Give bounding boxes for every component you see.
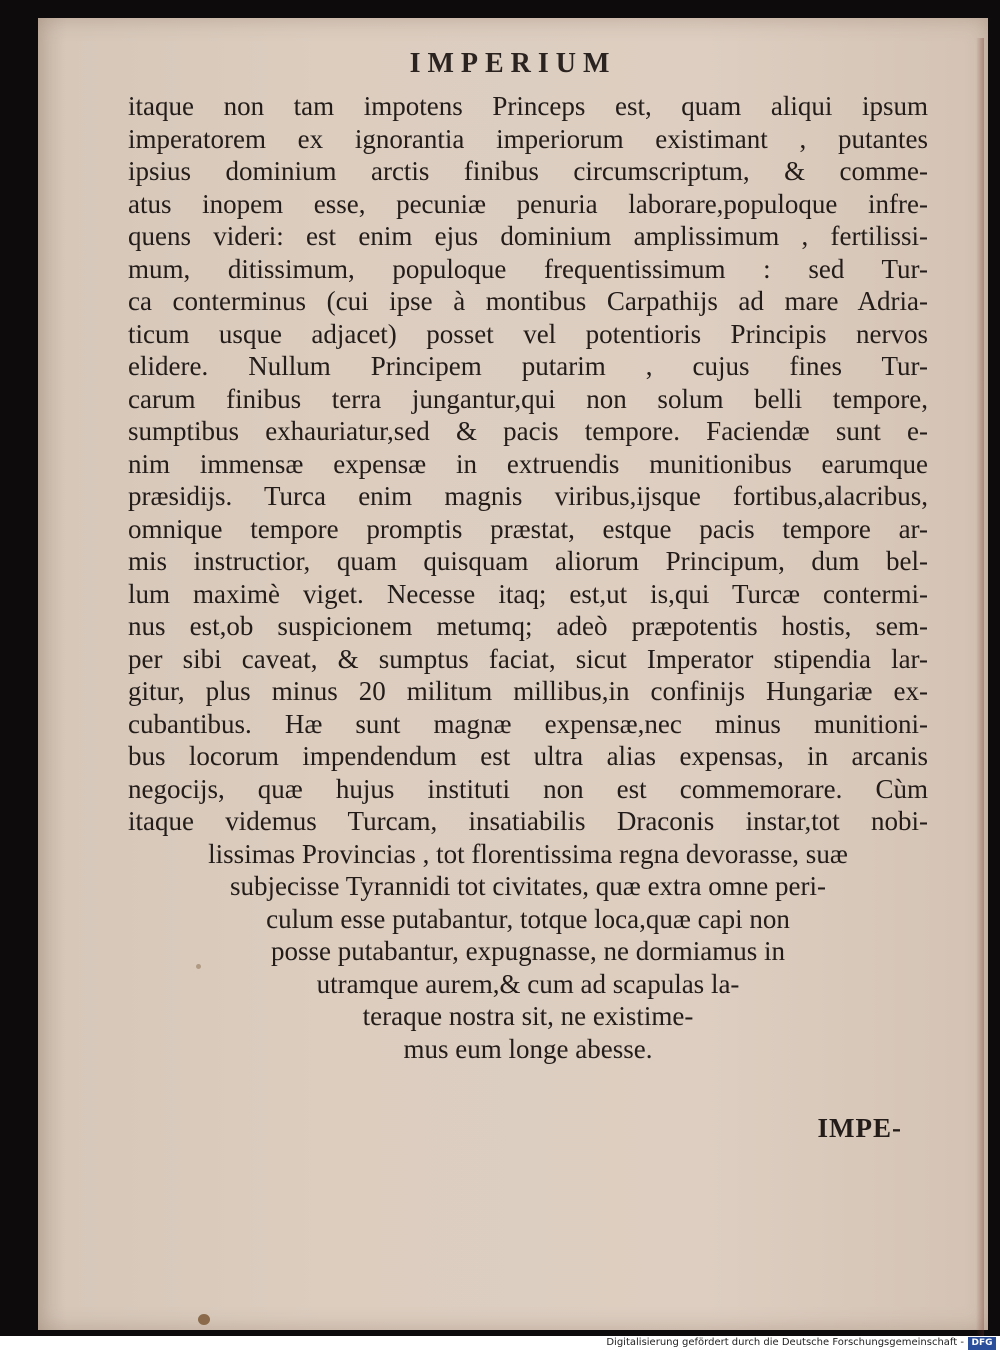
text-line: mus eum longe abesse. — [403, 1033, 653, 1064]
text-line: teraque nostra sit, ne existime- — [362, 1001, 694, 1031]
body-text — [128, 90, 928, 1065]
book-page — [38, 18, 988, 1330]
text-line: gitur, plus minus 20 militum millibus,in confinijs Hungariæ ex- — [128, 676, 928, 706]
text-line: quens videri: est enim ejus dominium amplissimum , fertilissi- — [128, 221, 928, 251]
page-edge — [976, 38, 984, 1338]
text-line: itaque non tam impotens Princeps est, quam aliqui ipsum — [128, 91, 928, 121]
text-line: posse putabantur, expugnasse, ne dormiamus in — [270, 936, 786, 966]
catchword: IMPE- — [817, 1113, 902, 1143]
text-line: præsidijs. Turca enim magnis viribus,ijsque fortibus,alacribus, — [128, 481, 928, 511]
text-line: cubantibus. Hæ sunt magnæ expensæ,nec minus munitioni- — [128, 708, 928, 739]
dfg-logo: DFG — [968, 1337, 996, 1350]
running-head: IMPERIUM — [409, 48, 617, 79]
digitization-footer — [0, 1336, 1000, 1353]
text-line: omnique tempore promptis præstat, estque pacis tempore ar- — [128, 513, 928, 544]
text-line: ipsius dominium arctis finibus circumscriptum, & comme- — [128, 156, 928, 186]
text-line: nus est,ob suspicionem metumq; adeò præpotentis hostis, sem- — [128, 611, 928, 641]
text-line: elidere. Nullum Principem putarim , cujus fines Tur- — [128, 351, 928, 381]
text-line: ca conterminus (cui ipse à montibus Carpathijs ad mare Adria- — [128, 286, 928, 316]
text-line: carum finibus terra jungantur,qui non solum belli tempore, — [128, 383, 928, 414]
ink-blot — [198, 1314, 210, 1325]
text-line: lum maximè viget. Necesse itaq; est,ut is,qui Turcæ contermi- — [128, 578, 928, 609]
text-line: itaque videmus Turcam, insatiabilis Draconis instar,tot nobi- — [128, 806, 928, 836]
text-line: mis instructior, quam quisquam aliorum Principum, dum bel- — [128, 546, 928, 576]
ink-blot — [196, 964, 201, 969]
text-line: bus locorum impendendum est ultra alias expensas, in arcanis — [128, 741, 928, 771]
text-line: utramque aurem,& cum ad scapulas la- — [316, 968, 740, 999]
text-line: culum esse putabantur, totque loca,quæ capi non — [266, 903, 790, 934]
funding-notice: Digitalisierung gefördert durch die Deutsche Forschungsgemeinschaft - — [606, 1337, 964, 1348]
text-line: negocijs, quæ hujus instituti non est commemorare. Cùm — [128, 773, 928, 804]
text-line: atus inopem esse, pecuniæ penuria laborare,populoque infre- — [128, 188, 928, 219]
text-line: lissimas Provincias , tot florentissima regna devorasse, suæ — [208, 838, 848, 869]
text-line: sumptibus exhauriatur,sed & pacis tempore. Faciendæ sunt e- — [128, 416, 928, 446]
text-line: imperatorem ex ignorantia imperiorum existimant , putantes — [128, 123, 928, 154]
text-line: per sibi caveat, & sumptus faciat, sicut Imperator stipendia lar- — [128, 643, 928, 674]
text-line: nim immensæ expensæ in extruendis munitionibus earumque — [128, 448, 928, 479]
text-line: ticum usque adjacet) posset vel potentioris Principis nervos — [128, 318, 928, 349]
text-line: subjecisse Tyrannidi tot civitates, quæ extra omne peri- — [230, 871, 826, 901]
text-line: mum, ditissimum, populoque frequentissimum : sed Tur- — [128, 253, 928, 284]
